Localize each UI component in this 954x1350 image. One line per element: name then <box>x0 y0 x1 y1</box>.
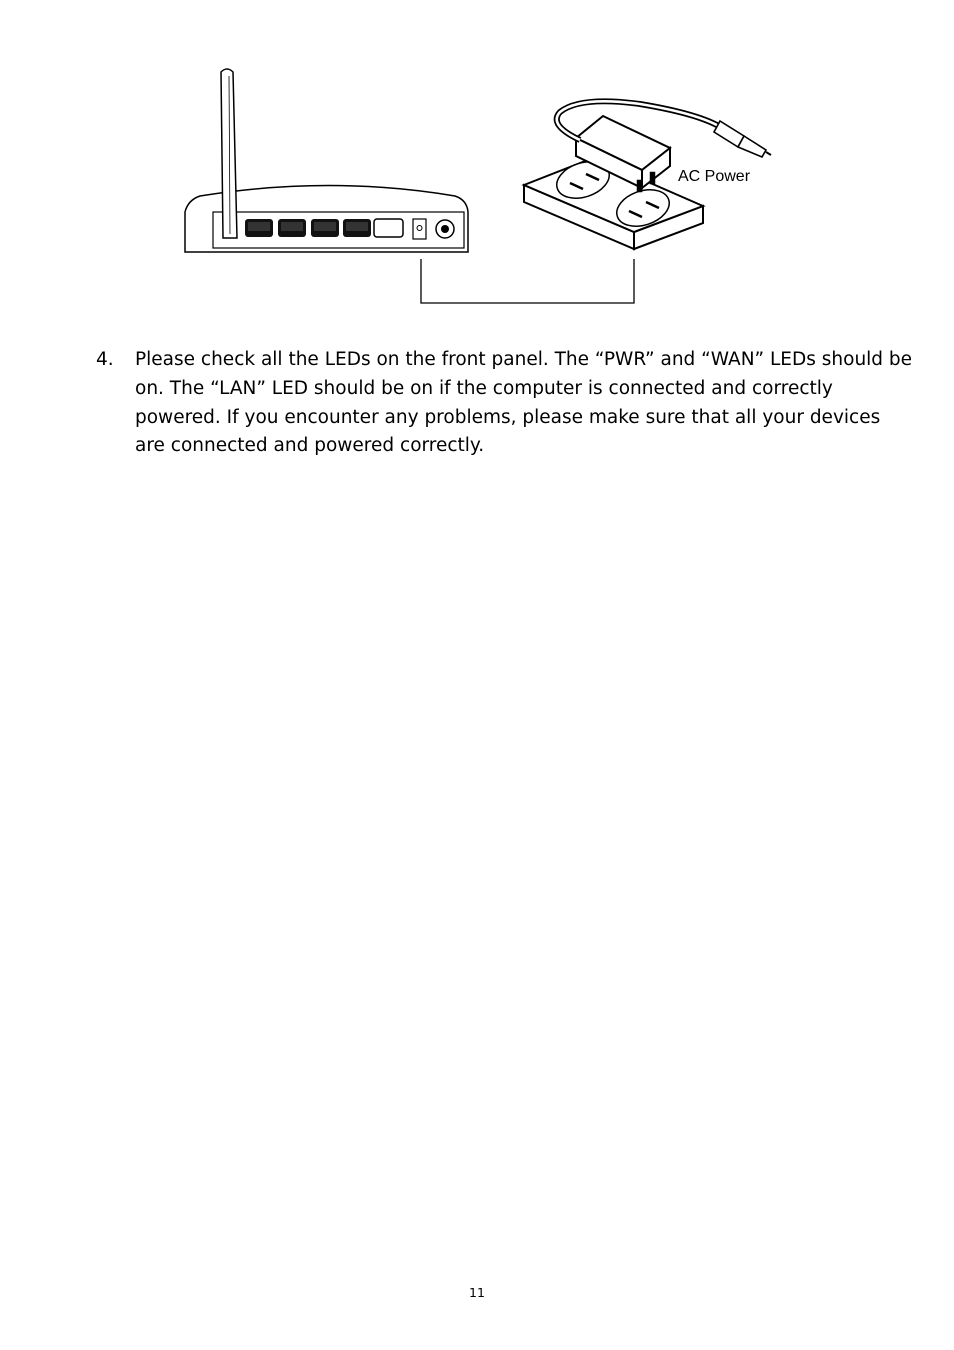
router-power-connection-illustration <box>0 0 954 320</box>
step-number: 4. <box>96 349 114 370</box>
step-text-line: are connected and powered correctly. <box>135 435 485 457</box>
step-text-line: powered. If you encounter any problems, please make sure that all your devices <box>135 406 881 428</box>
power-cable-line <box>421 259 634 303</box>
power-jack <box>436 220 454 238</box>
step-text-line: Please check all the LEDs on the front panel. The “PWR” and “WAN” LEDs should be <box>135 349 913 370</box>
reset-button <box>413 219 426 239</box>
step-text <box>135 346 915 461</box>
ac-power-label: AC Power <box>678 168 751 185</box>
step-text-line: on. The “LAN” LED should be on if the computer is connected and correctly <box>135 377 833 399</box>
wan-port <box>374 219 403 237</box>
page-number: 11 <box>469 1285 485 1300</box>
antenna <box>221 69 237 238</box>
